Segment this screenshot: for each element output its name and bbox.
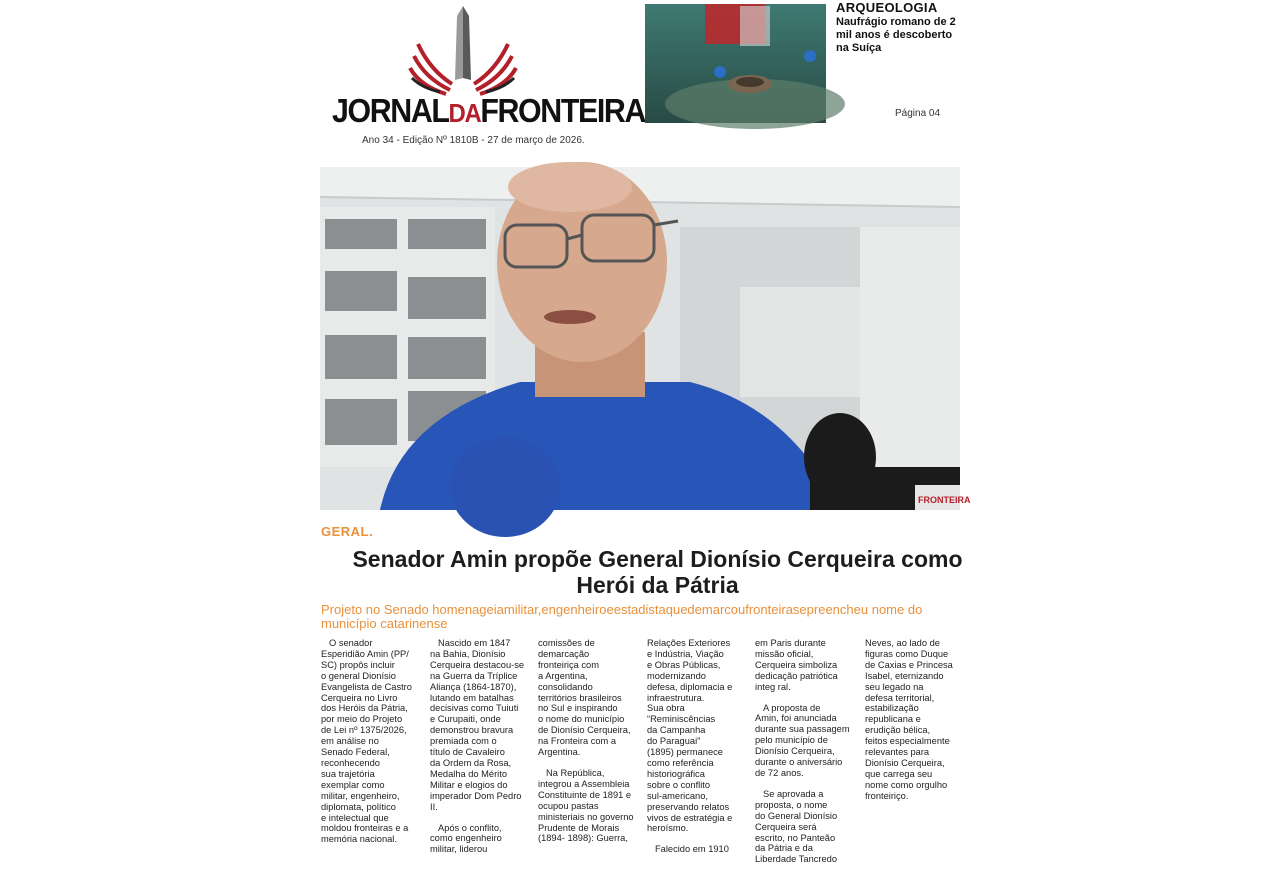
article-column-3 bbox=[538, 638, 638, 854]
senator-portrait-image bbox=[320, 167, 971, 510]
main-photo bbox=[320, 167, 971, 510]
article-column-1 bbox=[321, 638, 413, 855]
logo-word-fronteira: FRONTEIRA bbox=[480, 92, 646, 129]
column-paragraph: Se aprovada a proposta, o nome do General Dionísio Cerqueira será escrito, no Panteão da Pátria e da Liberdade Tancredo bbox=[755, 788, 838, 865]
article-subheadline: Projeto no Senado homenageiamilitar,engenheiroeestadistaquedemarcoufronteirasepreencheu nome do município catarinense bbox=[321, 602, 923, 631]
article-column-4 bbox=[647, 638, 743, 865]
column-paragraph: O senador Esperidião Amin (PP/ SC) propôs incluir o general Dionísio Evangelista de Castro Cerqueira no Livro dos Heróis da Pátria, por meio do Projeto de Lei nº 1375/2026, em análise no Senado Federal, reconhecendo sua trajetória exemplar como militar, engenheiro, diplomata, político e intelectual que moldou fronteiras e a memória nacional. bbox=[321, 638, 412, 845]
column-paragraph: Na República, integrou a Assembleia Constituinte de 1891 e ocupou pastas ministeriais no governo Prudente de Morais (1894- 1898): Guerra, bbox=[538, 767, 634, 844]
column-paragraph: comissões de demarcação fronteiriça com a Argentina, consolidando territórios brasileiros no Sul e inspirando o nome do município de Dionísio Cerqueira, na Fronteira com a Argentina. bbox=[538, 638, 631, 758]
article-column-5 bbox=[755, 638, 855, 875]
teaser-page-number: Página 04 bbox=[895, 108, 941, 119]
article-column-6 bbox=[865, 638, 961, 812]
logo-word-da: DA bbox=[448, 98, 481, 128]
article-headline[interactable]: Senador Amin propõe General Dionísio Cerqueira como Herói da Pátria bbox=[352, 546, 963, 598]
diver-underwater-image bbox=[645, 4, 826, 123]
article-column-2 bbox=[430, 638, 528, 865]
teaser-headline[interactable]: Naufrágio romano de 2 mil anos é descoberto na Suíça bbox=[836, 16, 956, 54]
column-paragraph: Neves, ao lado de figuras como Duque de Caxias e Princesa Isabel, eternizando seu legado na defesa territorial, estabilização republicana e erudição bélica, feitos especialmente relevantes para Dionísio Cerqueira, que carrega seu nome como orgulho fronteiriço. bbox=[865, 638, 953, 801]
mic-flag-text: FRONTEIRA bbox=[918, 495, 971, 505]
column-paragraph: A proposta de Amin, foi anunciada durante sua passagem pelo município de Dionísio Cerqueira, durante o aniversário de 72 anos. bbox=[755, 702, 850, 778]
logo-wordmark bbox=[332, 92, 645, 130]
book-obelisk-logo-icon bbox=[330, 4, 610, 94]
section-label: GERAL. bbox=[321, 524, 374, 539]
newspaper-logo[interactable] bbox=[330, 4, 646, 132]
column-paragraph: Relações Exteriores e Indústria, Viação e Obras Públicas, modernizando defesa, diplomacia e infraestrutura. Sua obra “Reminiscências da Campanha do Paraguai” (1895) permanece como referência historiográfica sobre o conflito sul-americano, preservando relatos vivos de estratégia e heroísmo. bbox=[647, 638, 733, 834]
column-paragraph: Após o conflito, como engenheiro militar, liderou bbox=[430, 822, 502, 855]
column-paragraph: Falecido em 1910 bbox=[655, 844, 729, 855]
logo-word-jornal: JORNAL bbox=[332, 92, 449, 129]
edition-line: Ano 34 - Edição Nº 1810B - 27 de março de 2026. bbox=[362, 135, 585, 146]
column-paragraph: em Paris durante missão oficial, Cerqueira simboliza dedicação patriótica integ ral. bbox=[755, 638, 838, 692]
teaser-photo[interactable] bbox=[645, 4, 826, 123]
teaser-kicker: ARQUEOLOGIA bbox=[836, 0, 938, 15]
column-paragraph: Nascido em 1847 na Bahia, Dionísio Cerqueira destacou-se na Guerra da Tríplice Aliança (1864-1870), lutando em batalhas decisivas como Tuiuti e Curupaiti, onde demonstrou bravura premiada com o título de Cavaleiro da Ordem da Rosa, Medalha do Mérito Militar e elogios do imperador Dom Pedro II. bbox=[430, 638, 525, 812]
